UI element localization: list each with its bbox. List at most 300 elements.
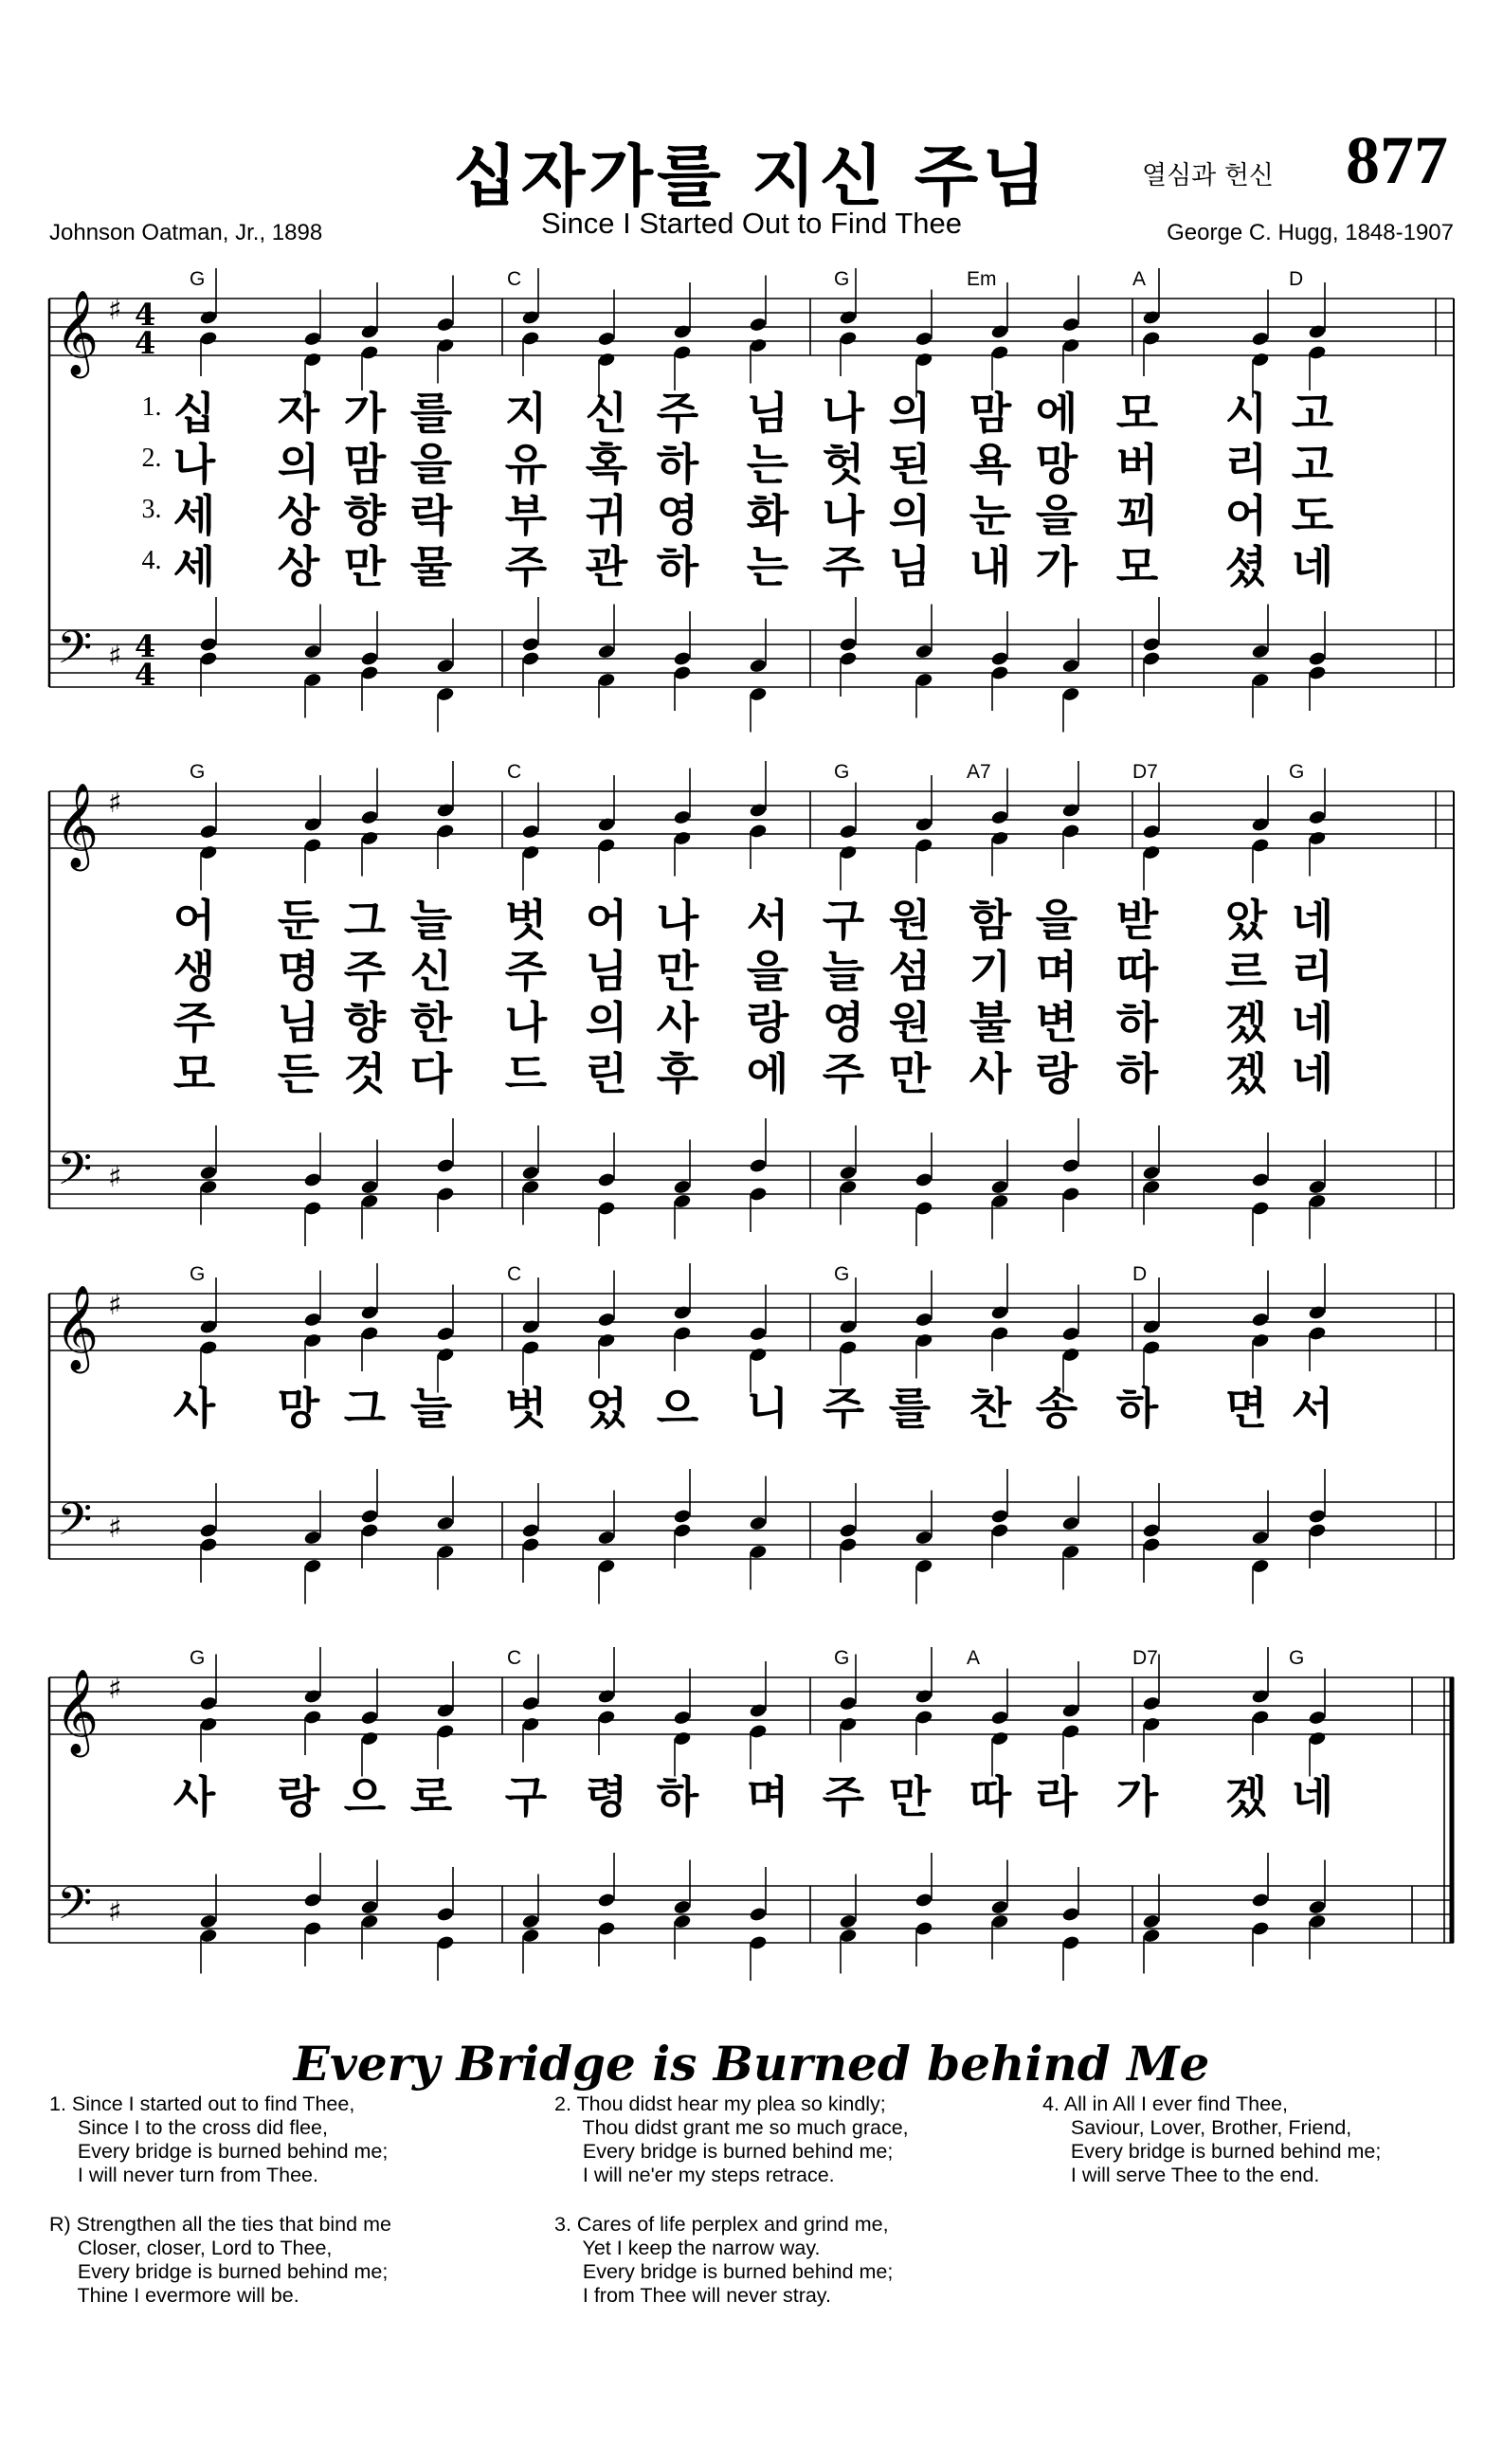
notehead xyxy=(521,1318,540,1334)
lyric-syllable: 에 xyxy=(746,1048,789,1099)
notehead xyxy=(199,1716,218,1732)
time-signature: 4 xyxy=(135,628,156,664)
verse-line xyxy=(49,2237,391,2260)
notehead xyxy=(1142,1339,1161,1355)
verse-text: Thou didst grant me so much grace, xyxy=(582,2116,909,2139)
verse-line xyxy=(554,2237,893,2260)
lyric-syllable: 사 xyxy=(172,1383,216,1434)
lyric-syllable: 네 xyxy=(1291,997,1334,1048)
notehead xyxy=(597,1892,616,1908)
notehead xyxy=(839,1928,858,1944)
notehead xyxy=(914,1530,933,1546)
lyric-syllable: 받 xyxy=(1115,895,1159,946)
notehead xyxy=(914,1171,933,1187)
lyric-syllable: 서 xyxy=(746,895,789,946)
notehead xyxy=(303,837,322,853)
notehead xyxy=(521,1179,540,1195)
notehead xyxy=(914,1312,933,1328)
lyric-syllable: 사 xyxy=(969,1048,1012,1099)
notehead xyxy=(521,1695,540,1712)
notehead xyxy=(1251,1200,1270,1216)
notehead xyxy=(1061,1906,1080,1922)
notehead xyxy=(914,1920,933,1936)
notehead xyxy=(1061,658,1080,674)
notehead xyxy=(673,323,692,339)
chord-symbol: G xyxy=(190,1647,206,1669)
notehead xyxy=(199,636,218,652)
lyric-syllable: 고 xyxy=(1291,388,1334,439)
lyric-syllable: 욕 xyxy=(969,439,1012,490)
bass-clef-icon: 𝄢 xyxy=(57,1142,93,1206)
lyric-syllable: 영 xyxy=(822,997,865,1048)
verse-line xyxy=(1042,2093,1381,2116)
lyric-syllable: 나 xyxy=(656,895,699,946)
lyricist-credit: Johnson Oatman, Jr., 1898 xyxy=(49,220,323,245)
notehead xyxy=(1142,1913,1161,1930)
lyric-syllable: 그 xyxy=(343,895,387,946)
chord-symbol: D7 xyxy=(1132,761,1158,783)
notehead xyxy=(749,1906,768,1922)
lyric-syllable: 하 xyxy=(1115,1048,1159,1099)
lyric-syllable: 에 xyxy=(1035,388,1078,439)
lyric-syllable: 는 xyxy=(746,541,789,592)
lyric-syllable: 것 xyxy=(343,1048,387,1099)
notehead xyxy=(360,664,379,680)
lyric-syllable: 령 xyxy=(585,1771,628,1822)
hymn-title-korean: 십자가를 지신 주님 xyxy=(453,136,1050,215)
lyric-syllable: 원 xyxy=(888,895,932,946)
verse-text: Thou didst hear my plea so kindly; xyxy=(576,2093,886,2115)
chord-symbol: G xyxy=(834,1263,850,1285)
lyric-syllable: 물 xyxy=(409,541,453,592)
lyric-syllable: 드 xyxy=(504,1048,548,1099)
notehead xyxy=(1251,1558,1270,1574)
lyric-syllable: 의 xyxy=(585,997,628,1048)
sharp-icon: ♯ xyxy=(108,640,122,673)
lyric-syllable: 주 xyxy=(822,1048,865,1099)
notehead xyxy=(597,1332,616,1349)
notehead xyxy=(521,309,540,325)
lyric-syllable: 서 xyxy=(1291,1383,1334,1434)
lyric-syllable: 맘 xyxy=(969,388,1012,439)
time-signature: 4 xyxy=(135,297,156,333)
sharp-icon: ♯ xyxy=(108,1512,122,1545)
verse-text: Saviour, Lover, Brother, Friend, xyxy=(1070,2116,1352,2139)
notehead xyxy=(199,1536,218,1552)
notehead xyxy=(1251,672,1270,688)
notehead xyxy=(360,323,379,339)
chord-symbol: G xyxy=(1289,1647,1305,1669)
lyric-syllable: 리 xyxy=(1224,439,1268,490)
notehead xyxy=(436,1347,455,1363)
notehead xyxy=(360,1508,379,1524)
notehead xyxy=(1308,323,1327,339)
sharp-icon: ♯ xyxy=(108,1289,122,1322)
lyric-syllable: 겠 xyxy=(1224,997,1268,1048)
lyric-syllable: 송 xyxy=(1035,1383,1078,1434)
lyric-syllable: 었 xyxy=(585,1383,628,1434)
notehead xyxy=(839,309,858,325)
notehead xyxy=(749,337,768,353)
notehead xyxy=(597,672,616,688)
verse-line xyxy=(554,2140,909,2164)
lyric-syllable: 는 xyxy=(746,439,789,490)
notehead xyxy=(303,1530,322,1546)
lyric-syllable: 주 xyxy=(504,541,548,592)
notehead xyxy=(1061,1723,1080,1739)
treble-clef-icon: 𝄞 xyxy=(55,1669,100,1754)
notehead xyxy=(673,344,692,360)
notehead xyxy=(199,1165,218,1181)
lyric-syllable: 겠 xyxy=(1224,1771,1268,1822)
notehead xyxy=(990,1913,1009,1930)
notehead xyxy=(597,1688,616,1704)
lyric-syllable: 상 xyxy=(277,541,320,592)
lyric-syllable: 화 xyxy=(746,490,789,541)
notehead xyxy=(360,1179,379,1195)
lyric-syllable: 다 xyxy=(409,1048,453,1099)
verse-line xyxy=(1042,2164,1381,2187)
notehead xyxy=(360,1193,379,1209)
verse-line xyxy=(1042,2140,1381,2164)
lyric-syllable: 나 xyxy=(822,388,865,439)
notehead xyxy=(1142,1179,1161,1195)
lyric-syllable: 르 xyxy=(1224,946,1268,997)
notehead xyxy=(914,1892,933,1908)
notehead xyxy=(521,824,540,840)
notehead xyxy=(1142,309,1161,325)
lyric-syllable: 나 xyxy=(822,490,865,541)
notehead xyxy=(360,1522,379,1538)
lyric-syllable: 그 xyxy=(343,1383,387,1434)
lyric-syllable: 하 xyxy=(1115,1383,1159,1434)
notehead xyxy=(1142,1318,1161,1334)
notehead xyxy=(1308,1304,1327,1320)
treble-clef-icon: 𝄞 xyxy=(55,783,100,868)
lyric-syllable: 랑 xyxy=(746,997,789,1048)
notehead xyxy=(521,1165,540,1181)
lyric-syllable: 영 xyxy=(656,490,699,541)
english-title: Every Bridge is Burned behind Me xyxy=(293,2036,1210,2092)
notehead xyxy=(749,1934,768,1950)
notehead xyxy=(1251,331,1270,347)
notehead xyxy=(303,1709,322,1725)
verse-label: R) xyxy=(49,2213,71,2236)
notehead xyxy=(673,1325,692,1341)
verse-label: 2. xyxy=(554,2093,571,2115)
english-verse xyxy=(49,2213,391,2308)
hymn-title-english: Since I Started Out to Find Thee xyxy=(540,207,962,240)
lyric-syllable: 망 xyxy=(277,1383,320,1434)
chord-symbol: A7 xyxy=(967,761,991,783)
notehead xyxy=(199,1522,218,1538)
notehead xyxy=(436,1326,455,1342)
lyric-syllable: 네 xyxy=(1291,541,1334,592)
notehead xyxy=(839,1913,858,1930)
lyric-syllable: 구 xyxy=(504,1771,548,1822)
lyric-syllable: 님 xyxy=(277,997,320,1048)
lyric-syllable: 생 xyxy=(172,946,216,997)
notehead xyxy=(990,1522,1009,1538)
verse-text: Cares of life perplex and grind me, xyxy=(576,2213,889,2236)
notehead xyxy=(1308,1179,1327,1195)
notehead xyxy=(521,1339,540,1355)
notehead xyxy=(303,352,322,368)
english-verse xyxy=(49,2093,388,2187)
hymn-category: 열심과 헌신 xyxy=(1142,161,1274,190)
notehead xyxy=(436,337,455,353)
sharp-icon: ♯ xyxy=(108,1673,122,1706)
notehead xyxy=(1142,636,1161,652)
notehead xyxy=(303,1312,322,1328)
verse-line xyxy=(554,2284,893,2308)
notehead xyxy=(597,1920,616,1936)
notehead xyxy=(673,664,692,680)
notehead xyxy=(436,658,455,674)
notehead xyxy=(839,824,858,840)
notehead xyxy=(199,1318,218,1334)
notehead xyxy=(303,1892,322,1908)
lyric-syllable: 나 xyxy=(504,997,548,1048)
notehead xyxy=(673,1508,692,1524)
notehead xyxy=(436,823,455,839)
lyric-syllable: 네 xyxy=(1291,895,1334,946)
notehead xyxy=(436,1186,455,1202)
lyric-syllable: 둔 xyxy=(277,895,320,946)
notehead xyxy=(1308,344,1327,360)
notehead xyxy=(749,1702,768,1718)
notehead xyxy=(749,1186,768,1202)
verse-text: Every bridge is burned behind me; xyxy=(77,2140,389,2163)
notehead xyxy=(436,317,455,333)
verse-text: Strengthen all the ties that bind me xyxy=(76,2213,391,2236)
notehead xyxy=(1061,1515,1080,1531)
verse-line xyxy=(1042,2116,1381,2140)
chord-symbol: G xyxy=(834,1647,850,1669)
notehead xyxy=(360,830,379,846)
notehead xyxy=(1061,686,1080,702)
notehead xyxy=(839,1716,858,1732)
notehead xyxy=(990,1193,1009,1209)
lyric-syllable: 가 xyxy=(343,388,387,439)
time-signature: 4 xyxy=(135,325,156,361)
notehead xyxy=(597,1709,616,1725)
notehead xyxy=(521,330,540,346)
notehead xyxy=(990,650,1009,666)
lyric-syllable: 으 xyxy=(343,1771,387,1822)
lyric-syllable: 만 xyxy=(343,541,387,592)
notehead xyxy=(199,1913,218,1930)
lyric-syllable: 세 xyxy=(172,541,216,592)
verse-label: 3. xyxy=(554,2213,571,2236)
notehead xyxy=(436,1906,455,1922)
notehead xyxy=(914,643,933,660)
lyric-syllable: 랑 xyxy=(1035,1048,1078,1099)
notehead xyxy=(990,323,1009,339)
notehead xyxy=(1308,1193,1327,1209)
notehead xyxy=(597,1530,616,1546)
notehead xyxy=(436,1157,455,1173)
notehead xyxy=(749,658,768,674)
verse-number: 1. xyxy=(141,392,162,422)
treble-clef-icon: 𝄞 xyxy=(55,1285,100,1370)
lyric-syllable: 따 xyxy=(969,1771,1012,1822)
lyric-syllable: 만 xyxy=(888,1048,932,1099)
lyric-syllable: 모 xyxy=(1115,541,1159,592)
notehead xyxy=(303,672,322,688)
notehead xyxy=(360,1913,379,1930)
notehead xyxy=(749,317,768,333)
lyric-syllable: 를 xyxy=(409,388,453,439)
notehead xyxy=(1308,1508,1327,1524)
verse-line xyxy=(49,2140,388,2164)
lyric-syllable: 의 xyxy=(888,490,932,541)
notehead xyxy=(360,1730,379,1747)
notehead xyxy=(360,1325,379,1341)
lyric-syllable: 만 xyxy=(656,946,699,997)
lyric-syllable: 았 xyxy=(1224,895,1268,946)
notehead xyxy=(1251,837,1270,853)
chord-symbol: C xyxy=(507,1647,522,1669)
notehead xyxy=(360,1710,379,1726)
notehead xyxy=(521,650,540,666)
notehead xyxy=(990,1508,1009,1524)
lyric-syllable: 니 xyxy=(746,1383,789,1434)
notehead xyxy=(360,809,379,825)
notehead xyxy=(749,1157,768,1173)
lyric-syllable: 관 xyxy=(585,541,628,592)
notehead xyxy=(597,1312,616,1328)
lyric-syllable: 원 xyxy=(888,997,932,1048)
notehead xyxy=(360,1899,379,1915)
notehead xyxy=(1142,1536,1161,1552)
lyric-syllable: 헛 xyxy=(822,439,865,490)
lyric-syllable: 시 xyxy=(1224,388,1268,439)
notehead xyxy=(839,844,858,861)
lyric-syllable: 셨 xyxy=(1224,541,1268,592)
notehead xyxy=(1061,1347,1080,1363)
notehead xyxy=(1308,809,1327,825)
notehead xyxy=(914,1332,933,1349)
notehead xyxy=(436,802,455,818)
verse-line xyxy=(49,2116,388,2140)
notehead xyxy=(673,1193,692,1209)
verse-text: Every bridge is burned behind me; xyxy=(1070,2140,1382,2163)
notehead xyxy=(199,1928,218,1944)
lyric-syllable: 린 xyxy=(585,1048,628,1099)
lyric-syllable: 망 xyxy=(1035,439,1078,490)
lyric-syllable: 주 xyxy=(822,541,865,592)
lyric-syllable: 랑 xyxy=(277,1771,320,1822)
lyric-syllable: 모 xyxy=(1115,388,1159,439)
notehead xyxy=(749,1723,768,1739)
lyric-syllable: 상 xyxy=(277,490,320,541)
notehead xyxy=(914,816,933,832)
lyric-syllable: 향 xyxy=(343,997,387,1048)
lyric-syllable: 의 xyxy=(277,439,320,490)
notehead xyxy=(990,664,1009,680)
notehead xyxy=(839,1695,858,1712)
notehead xyxy=(914,672,933,688)
notehead xyxy=(673,1522,692,1538)
sharp-icon: ♯ xyxy=(108,294,122,327)
notehead xyxy=(1308,1710,1327,1726)
chord-symbol: D xyxy=(1132,1263,1148,1285)
verse-line xyxy=(554,2213,893,2237)
sharp-icon: ♯ xyxy=(108,1895,122,1929)
verse-text: Every bridge is burned behind me; xyxy=(77,2260,389,2283)
bass-clef-icon: 𝄢 xyxy=(57,621,93,685)
notehead xyxy=(521,1522,540,1538)
notehead xyxy=(303,816,322,832)
lyric-syllable: 네 xyxy=(1291,1048,1334,1099)
chord-symbol: G xyxy=(834,761,850,783)
notehead xyxy=(1251,643,1270,660)
lyric-syllable: 버 xyxy=(1115,439,1159,490)
notehead xyxy=(673,1730,692,1747)
notehead xyxy=(1251,816,1270,832)
lyric-syllable: 찬 xyxy=(969,1383,1012,1434)
lyric-syllable: 님 xyxy=(746,388,789,439)
notehead xyxy=(990,1710,1009,1726)
verse-line xyxy=(554,2164,909,2187)
notehead xyxy=(1142,1928,1161,1944)
lyric-syllable: 리 xyxy=(1291,946,1334,997)
notehead xyxy=(597,816,616,832)
sharp-icon: ♯ xyxy=(108,1161,122,1194)
verse-line xyxy=(49,2093,388,2116)
lyric-syllable: 의 xyxy=(888,388,932,439)
notehead xyxy=(1308,1522,1327,1538)
notehead xyxy=(839,636,858,652)
notehead xyxy=(1142,1165,1161,1181)
lyric-syllable: 만 xyxy=(888,1771,932,1822)
notehead xyxy=(303,643,322,660)
notehead xyxy=(436,1934,455,1950)
notehead xyxy=(1142,650,1161,666)
notehead xyxy=(521,1913,540,1930)
chord-symbol: A xyxy=(1132,268,1147,290)
lyric-syllable: 신 xyxy=(585,388,628,439)
notehead xyxy=(1308,1899,1327,1915)
lyric-syllable: 사 xyxy=(656,997,699,1048)
notehead xyxy=(521,1716,540,1732)
notehead xyxy=(1251,1688,1270,1704)
notehead xyxy=(673,809,692,825)
verse-text: Every bridge is burned behind me; xyxy=(582,2260,894,2283)
notehead xyxy=(839,650,858,666)
notehead xyxy=(749,1515,768,1531)
lyric-syllable: 하 xyxy=(656,439,699,490)
verse-text: Since I started out to find Thee, xyxy=(71,2093,355,2115)
lyric-syllable: 한 xyxy=(409,997,453,1048)
notehead xyxy=(749,802,768,818)
notehead xyxy=(436,1723,455,1739)
notehead xyxy=(360,650,379,666)
verse-line xyxy=(554,2116,909,2140)
notehead xyxy=(436,1702,455,1718)
lyric-syllable: 가 xyxy=(1035,541,1078,592)
english-verse xyxy=(1042,2093,1381,2187)
notehead xyxy=(914,352,933,368)
lyric-syllable: 구 xyxy=(822,895,865,946)
lyric-syllable: 된 xyxy=(888,439,932,490)
lyric-syllable: 하 xyxy=(656,1771,699,1822)
verse-text: All in All I ever find Thee, xyxy=(1063,2093,1288,2115)
lyric-syllable: 님 xyxy=(585,946,628,997)
notehead xyxy=(199,1179,218,1195)
lyric-syllable: 세 xyxy=(172,490,216,541)
